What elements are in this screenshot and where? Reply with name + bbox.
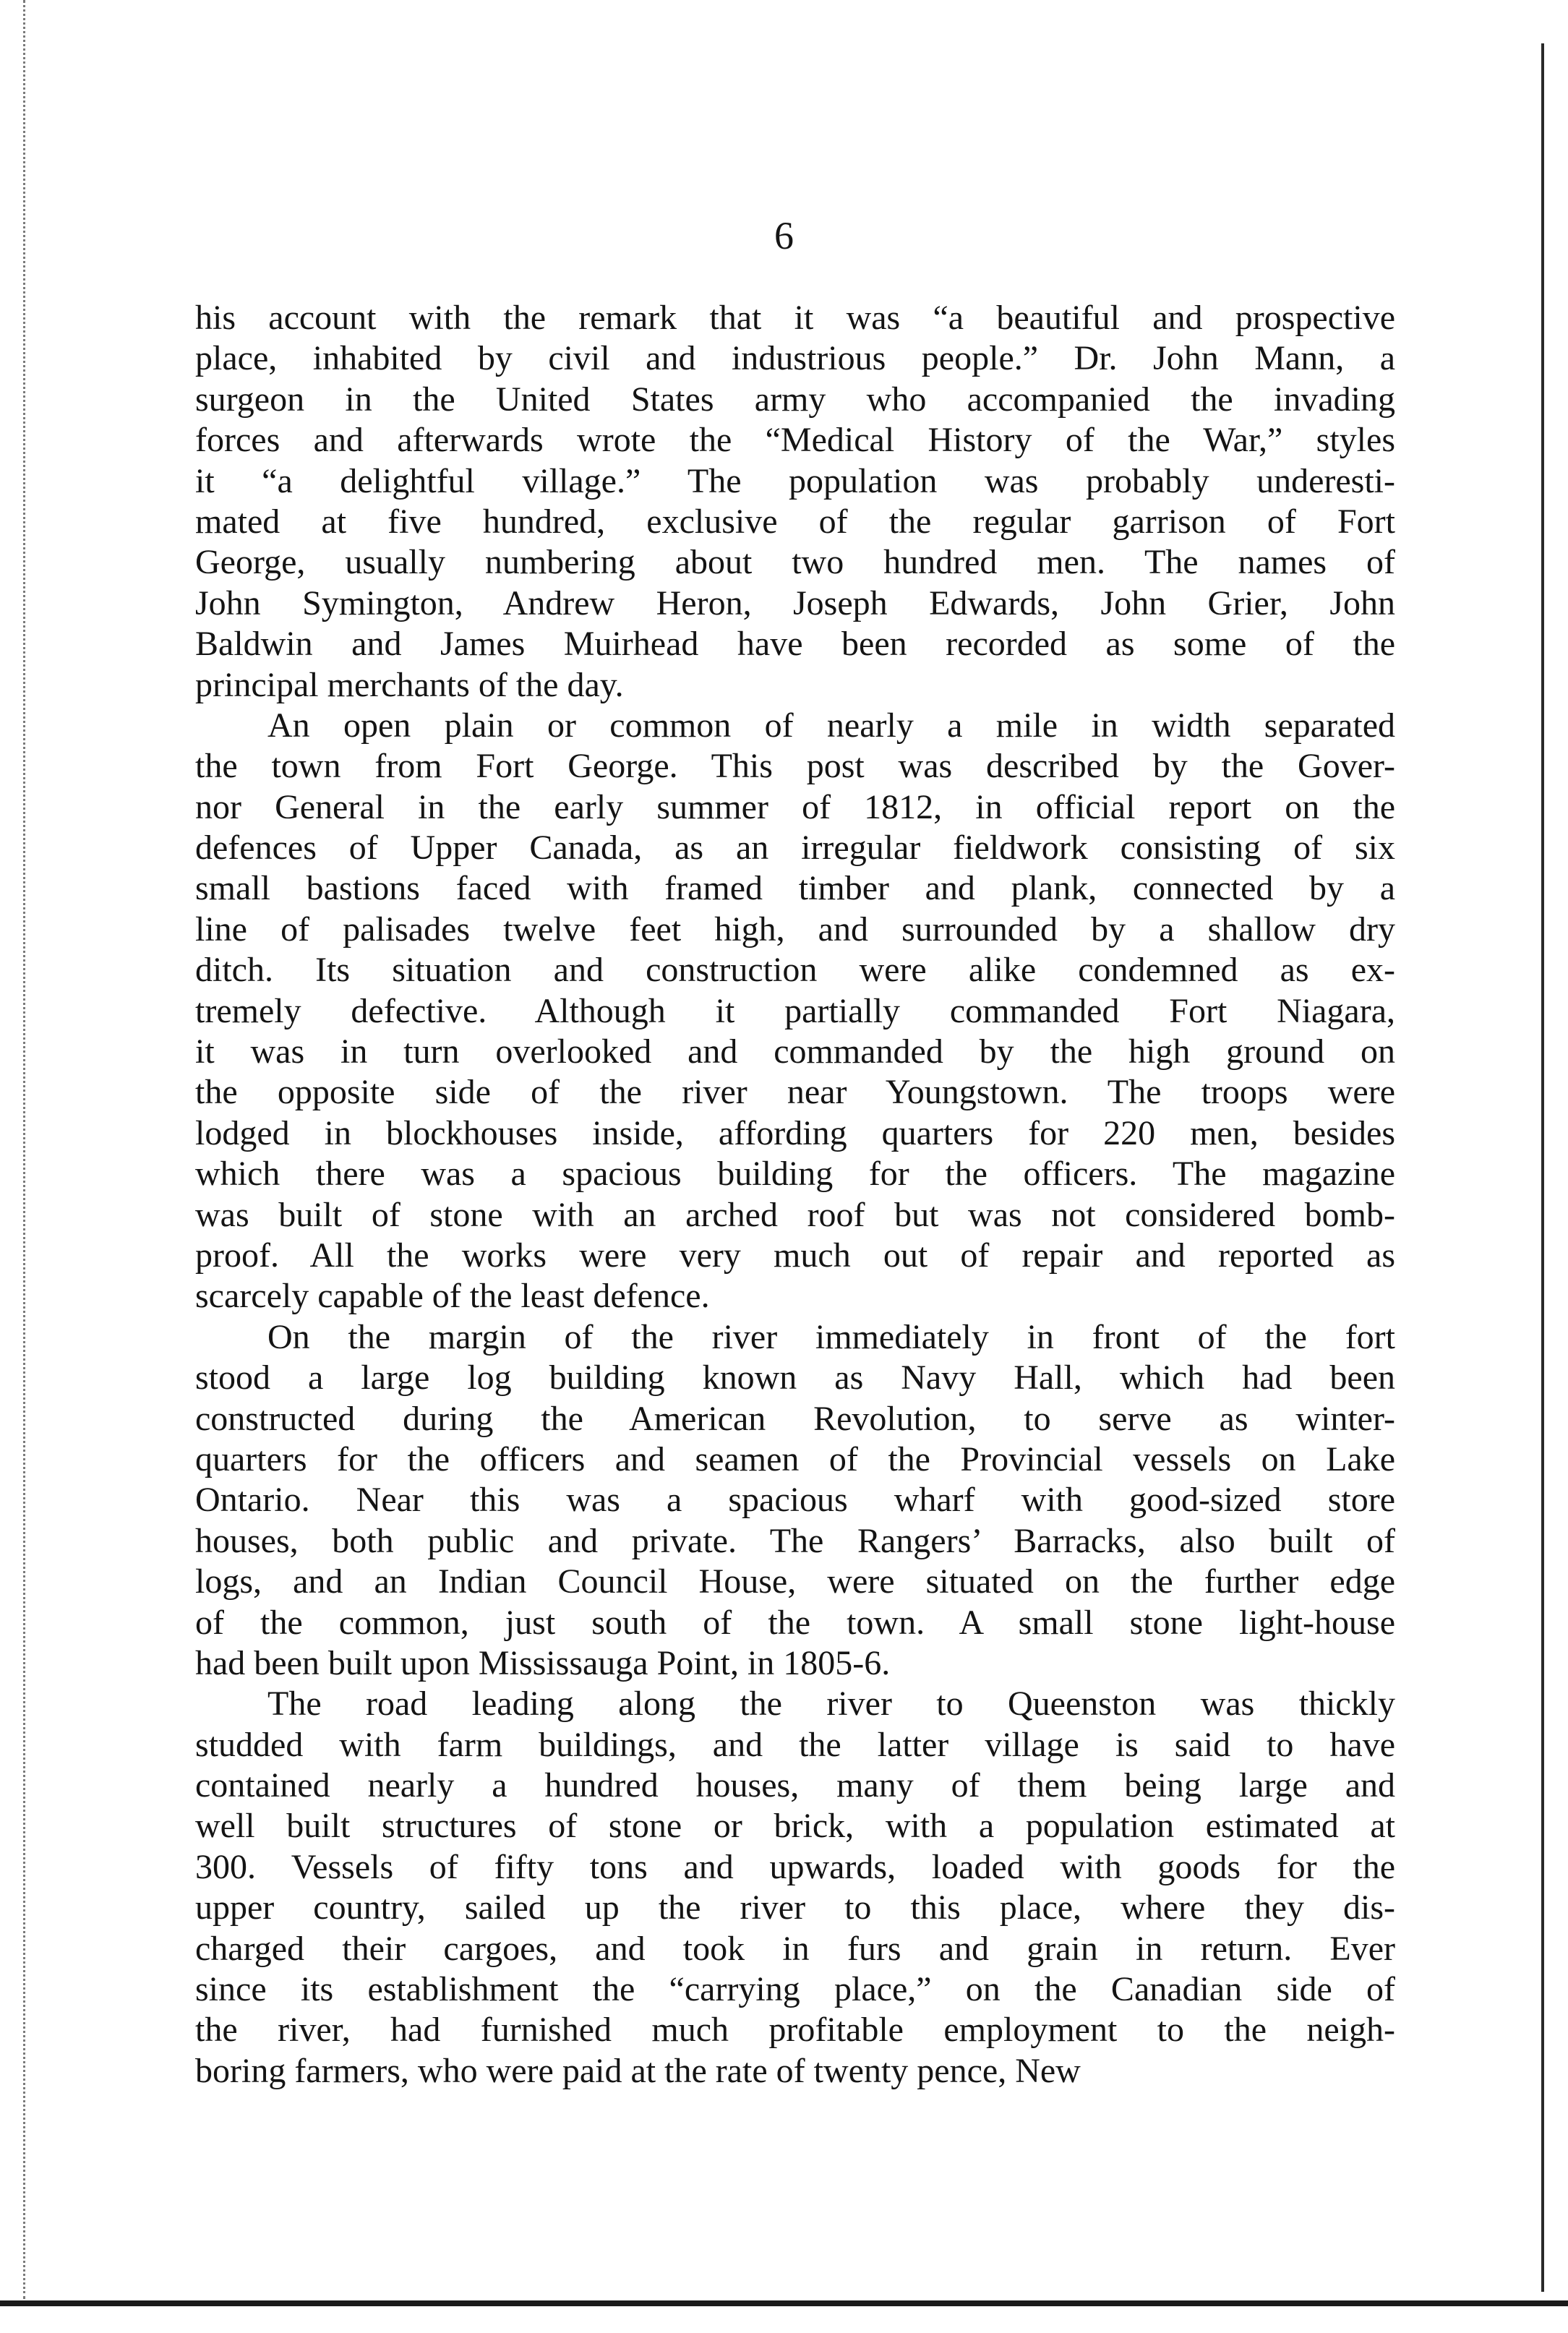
body-text: [195, 298, 1395, 2092]
text-line: of the common, just south of the town. A small stone light-house: [195, 1603, 1395, 1642]
text-line: defences of Upper Canada, as an irregular fieldwork consisting of six: [195, 829, 1395, 868]
text-line: was built of stone with an arched roof but was not considered bomb-: [195, 1195, 1395, 1234]
text-line: surgeon in the United States army who accompanied the invading: [195, 380, 1395, 419]
text-line: it “a delightful village.” The population was probably underesti-: [195, 461, 1395, 500]
page-bottom-rule: [0, 2300, 1568, 2306]
text-line: Ontario. Near this was a spacious wharf with good-sized store: [195, 1481, 1395, 1520]
text-line: the opposite side of the river near Youngstown. The troops were: [195, 1073, 1395, 1112]
text-line: boring farmers, who were paid at the rate of twenty pence, New: [195, 2051, 1081, 2090]
text-line: place, inhabited by civil and industrious people.” Dr. John Mann, a: [195, 339, 1395, 378]
text-line: stood a large log building known as Navy Hall, which had been: [195, 1358, 1395, 1397]
text-line: nor General in the early summer of 1812, in official report on the: [195, 787, 1395, 826]
text-line: line of palisades twelve feet high, and surrounded by a shallow dry: [195, 909, 1395, 949]
page-edge-right: [1541, 43, 1544, 2292]
text-line: his account with the remark that it was “a beautiful and prospective: [195, 299, 1395, 337]
text-line: proof. All the works were very much out of repair and reported as: [195, 1236, 1395, 1275]
text-line: forces and afterwards wrote the “Medical History of the War,” styles: [195, 421, 1395, 460]
text-line: charged their cargoes, and took in furs and grain in return. Ever: [195, 1929, 1395, 1968]
text-line: quarters for the officers and seamen of the Provincial vessels on Lake: [195, 1439, 1395, 1478]
text-line: well built structures of stone or brick, with a population estimated at: [195, 1807, 1395, 1846]
text-line: had been built upon Mississauga Point, in 1805-6.: [195, 1643, 891, 1682]
text-line: lodged in blockhouses inside, affording quarters for 220 men, besides: [195, 1113, 1395, 1152]
paragraph: [195, 706, 1395, 1317]
text-line: since its establishment the “carrying place,” on the Canadian side of: [195, 1970, 1395, 2009]
text-line: John Symington, Andrew Heron, Joseph Edwards, John Grier, John: [195, 583, 1395, 622]
text-line: studded with farm buildings, and the latter village is said to have: [195, 1725, 1395, 1764]
text-line: George, usually numbering about two hundred men. The names of: [195, 543, 1395, 582]
text-line: Baldwin and James Muirhead have been recorded as some of the: [195, 625, 1395, 664]
text-line: contained nearly a hundred houses, many of them being large and: [195, 1766, 1395, 1805]
text-line: scarcely capable of the least defence.: [195, 1277, 710, 1316]
text-line: tremely defective. Although it partially commanded Fort Niagara,: [195, 991, 1395, 1030]
page-number: 6: [774, 214, 794, 257]
paragraph: [195, 1317, 1395, 1685]
page-edge-left: [23, 0, 27, 2299]
text-line: houses, both public and private. The Rangers’ Barracks, also built of: [195, 1521, 1395, 1560]
text-line: small bastions faced with framed timber and plank, connected by a: [195, 869, 1395, 908]
text-line: The road leading along the river to Queenston was thickly: [267, 1685, 1395, 1724]
text-line: the river, had furnished much profitable employment to the neigh-: [195, 2011, 1395, 2050]
text-line: An open plain or common of nearly a mile in width separated: [267, 706, 1395, 745]
text-line: principal merchants of the day.: [195, 665, 624, 704]
text-line: logs, and an Indian Council House, were situated on the further edge: [195, 1562, 1395, 1601]
text-line: ditch. Its situation and construction were alike condemned as ex-: [195, 951, 1395, 990]
text-line: On the margin of the river immediately in front of the fort: [267, 1317, 1395, 1356]
text-line: it was in turn overlooked and commanded by the high ground on: [195, 1032, 1395, 1071]
text-line: the town from Fort George. This post was described by the Gover-: [195, 747, 1395, 786]
text-line: upper country, sailed up the river to this place, where they dis-: [195, 1888, 1395, 1927]
paragraph: [195, 298, 1395, 706]
text-line: mated at five hundred, exclusive of the regular garrison of Fort: [195, 502, 1395, 541]
text-line: constructed during the American Revolution, to serve as winter-: [195, 1399, 1395, 1438]
paragraph: [195, 1684, 1395, 2092]
text-line: which there was a spacious building for the officers. The magazine: [195, 1155, 1395, 1194]
text-line: 300. Vessels of fifty tons and upwards, loaded with goods for the: [195, 1847, 1395, 1886]
